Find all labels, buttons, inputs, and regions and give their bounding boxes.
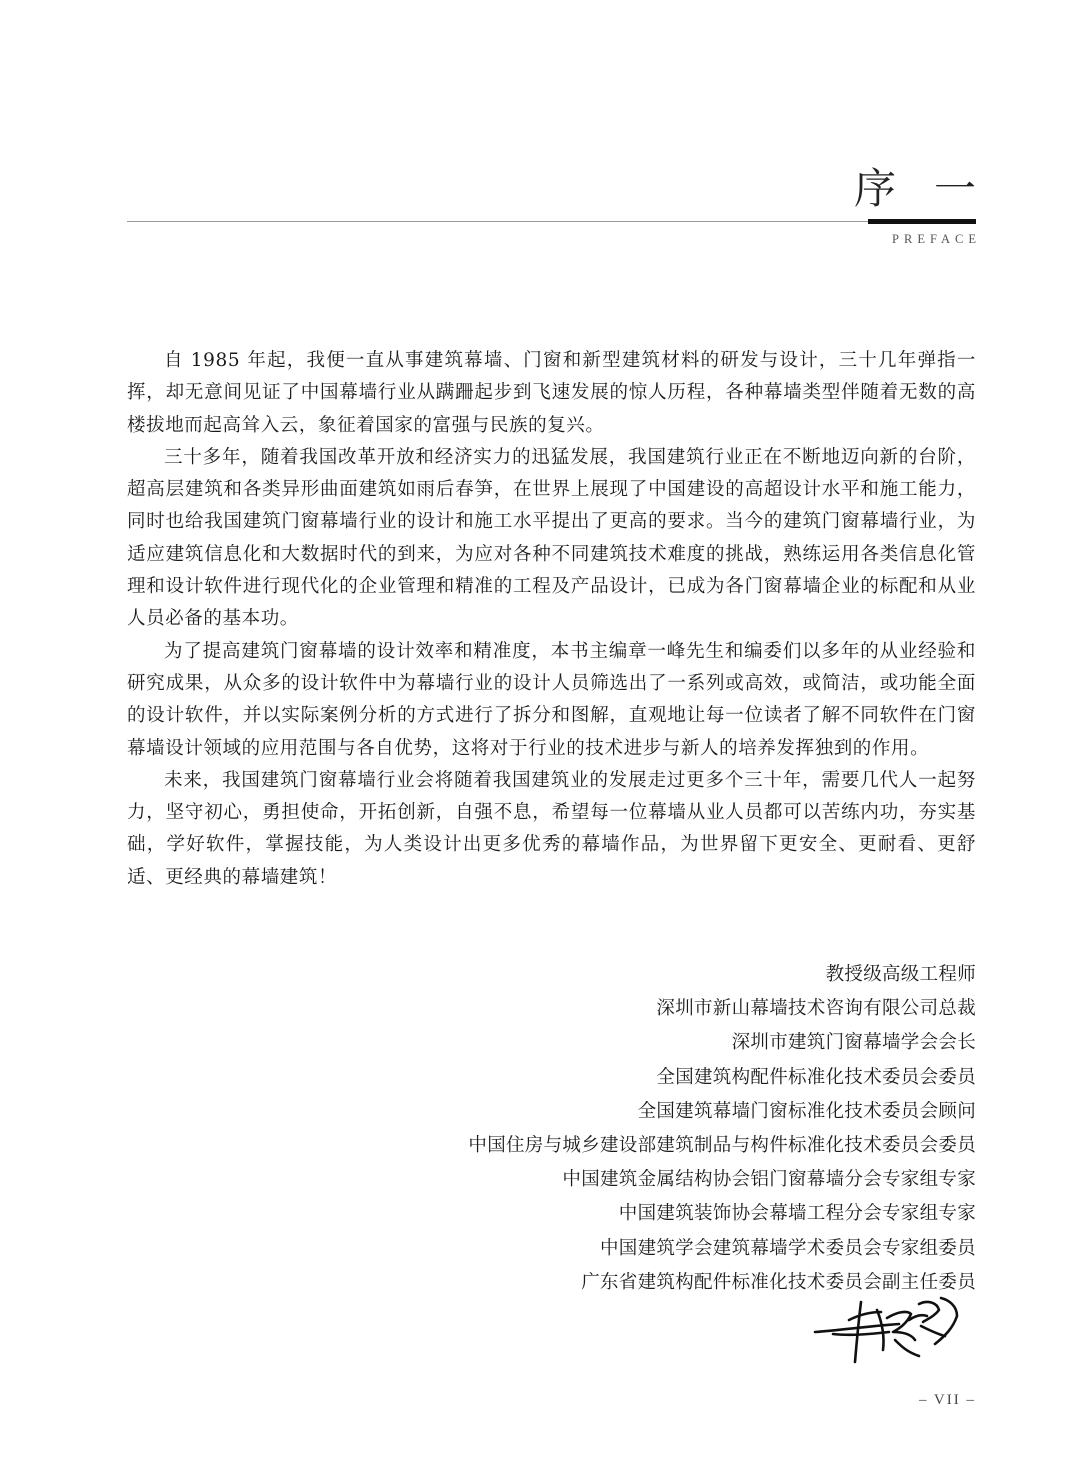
paragraph: 自 1985 年起，我便一直从事建筑幕墙、门窗和新型建筑材料的研发与设计，三十几年弹指一挥，却无意间见证了中国幕墙行业从蹒跚起步到飞速发展的惊人历程，各种幕墙类型伴随着无数的高楼拔地而起高耸入云，象征着国家的富强与民族的复兴。 [127, 350, 976, 436]
page-subtitle: PREFACE [892, 232, 981, 246]
paragraph: 为了提高建筑门窗幕墙的设计效率和精准度，本书主编章一峰先生和编委们以多年的从业经验和研究成果，从众多的设计软件中为幕墙行业的设计人员筛选出了一系列或高效，或简洁，或功能全面的设计软件，并以实际案例分析的方式进行了拆分和图解，直观地让每一位读者了解不同软件在门窗幕墙设计领域的应用范围与各自优势，这将对于行业的技术进步与新人的培养发挥独到的作用。 [127, 640, 976, 759]
header-divider [127, 221, 976, 222]
signature-icon [811, 1290, 976, 1370]
author-title-line: 中国建筑装饰协会幕墙工程分会专家组专家 [618, 1203, 976, 1225]
author-titles [468, 958, 976, 1300]
preface-body [127, 345, 976, 894]
author-title-line: 中国住房与城乡建设部建筑制品与构件标准化技术委员会委员 [468, 1135, 976, 1157]
author-title-line: 教授级高级工程师 [825, 964, 976, 985]
header-divider-accent [868, 219, 976, 224]
page-number: – VII – [918, 1392, 976, 1408]
author-title-line: 深圳市建筑门窗幕墙学会会长 [731, 1032, 976, 1054]
author-title-line: 深圳市新山幕墙技术咨询有限公司总裁 [656, 998, 976, 1020]
author-title-line: 中国建筑学会建筑幕墙学术委员会专家组委员 [599, 1237, 976, 1259]
page-title: 序一 [853, 164, 1014, 213]
author-title-line: 全国建筑构配件标准化技术委员会委员 [656, 1066, 976, 1088]
paragraph: 未来，我国建筑门窗幕墙行业会将随着我国建筑业的发展走过更多个三十年，需要几代人一起努力，坚守初心，勇担使命，开拓创新，自强不息，希望每一位幕墙从业人员都可以苦练内功，夯实基础，学好软件，掌握技能，为人类设计出更多优秀的幕墙作品，为世界留下更安全、更耐看、更舒适、更经典的幕墙建筑！ [127, 769, 976, 888]
author-title-line: 中国建筑金属结构协会铝门窗幕墙分会专家组专家 [562, 1169, 976, 1191]
paragraph: 三十多年，随着我国改革开放和经济实力的迅猛发展，我国建筑行业正在不断地迈向新的台阶，超高层建筑和各类异形曲面建筑如雨后春笋，在世界上展现了中国建设的高超设计水平和施工能力，同时也给我国建筑门窗幕墙行业的设计和施工水平提出了更高的要求。当今的建筑门窗幕墙行业，为适应建筑信息化和大数据时代的到来，为应对各种不同建筑技术难度的挑战，熟练运用各类信息化管理和设计软件进行现代化的企业管理和精准的工程及产品设计，已成为各门窗幕墙企业的标配和从业人员必备的基本功。 [127, 446, 976, 630]
author-title-line: 广东省建筑构配件标准化技术委员会副主任委员 [581, 1271, 976, 1293]
author-title-line: 全国建筑幕墙门窗标准化技术委员会顾问 [637, 1100, 976, 1122]
